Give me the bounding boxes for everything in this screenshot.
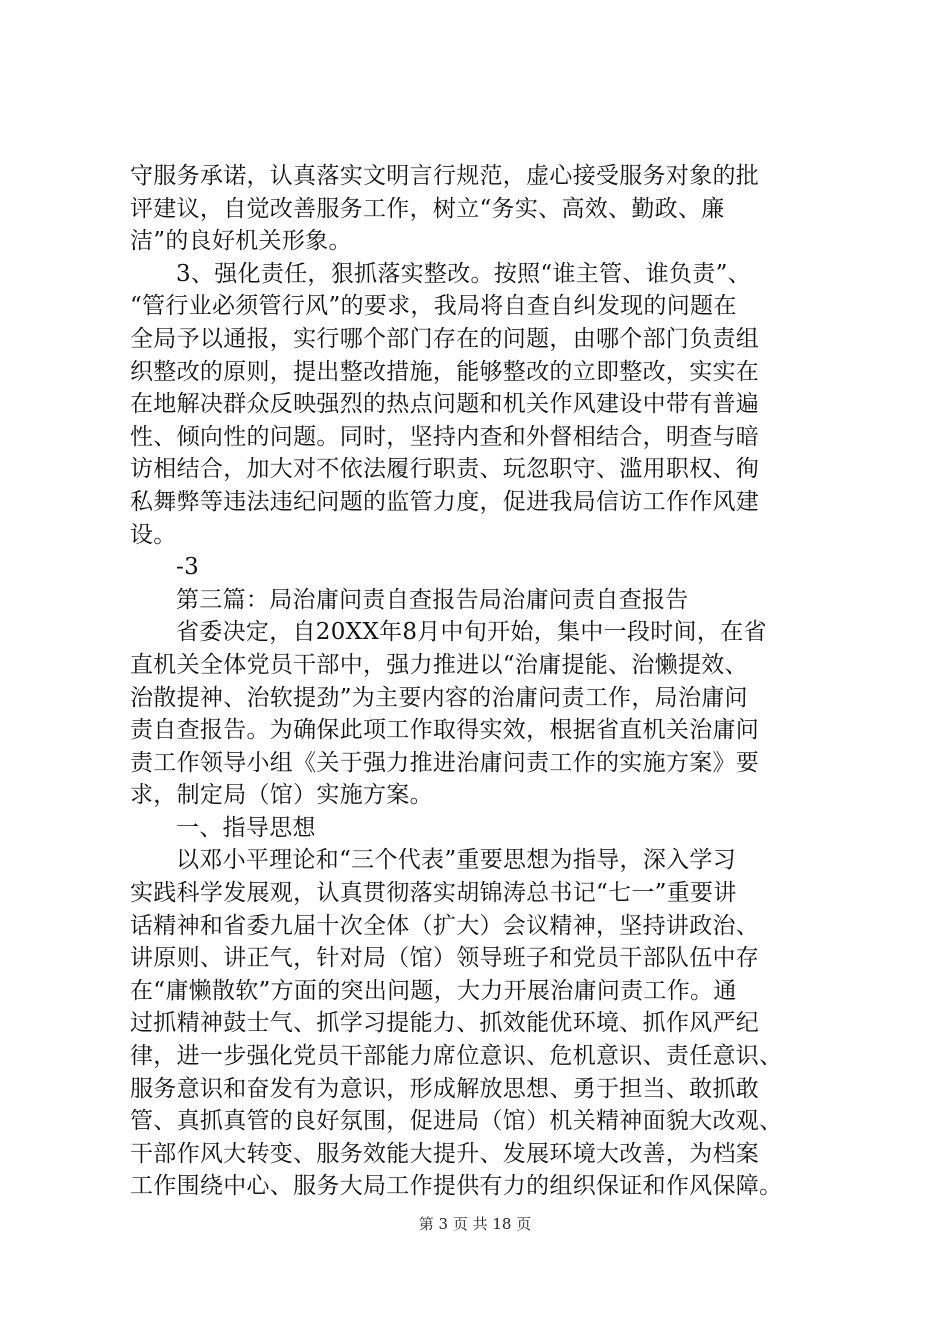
text-line: 第三篇：局治庸问责自查报告局治庸问责自查报告 — [176, 586, 689, 613]
text-line: 求，制定局（馆）实施方案。 — [130, 782, 433, 809]
text-line: 洁”的良好机关形象。 — [130, 228, 352, 255]
text-line: 性、倾向性的问题。同时，坚持内查和外督相结合，明查与暗 — [130, 423, 760, 450]
text-line: 实践科学发展观，认真贯彻落实胡锦涛总书记“七一”重要讲 — [130, 880, 737, 907]
text-line: 管、真抓真管的良好氛围，促进局（馆）机关精神面貌大改观、 — [130, 1108, 783, 1135]
text-line: 治散提神、治软提劲”为主要内容的治庸问责工作，局治庸问 — [130, 684, 748, 711]
text-line: 以邓小平理论和“三个代表”重要思想为指导，深入学习 — [176, 847, 737, 874]
text-line: 在“庸懒散软”方面的突出问题，大力开展治庸问责工作。通 — [130, 977, 737, 1004]
text-line: 话精神和省委九届十次全体（扩大）会议精神，坚持讲政治、 — [130, 912, 760, 939]
text-line: 责工作领导小组《关于强力推进治庸问责工作的实施方案》要 — [130, 749, 760, 776]
text-line: -3 — [176, 554, 200, 581]
text-line: 工作围绕中心、服务大局工作提供有力的组织保证和作风保障。 — [130, 1173, 783, 1200]
text-line: 省委决定，自20XX年8月中旬开始，集中一段时间，在省 — [176, 619, 767, 646]
text-line: 一、指导思想 — [176, 814, 316, 841]
text-line: 干部作风大转变、服务效能大提升、发展环境大改善，为档案 — [130, 1140, 760, 1167]
text-line: 织整改的原则，提出整改措施，能够整改的立即整改，实实在 — [130, 358, 760, 385]
text-line: 评建议，自觉改善服务工作，树立“务实、高效、勤政、廉 — [130, 195, 725, 222]
page-footer: 第 3 页 共 18 页 — [418, 1215, 532, 1233]
text-line: 律，进一步强化党员干部能力席位意识、危机意识、责任意识、 — [130, 1043, 783, 1070]
text-line: 服务意识和奋发有为意识，形成解放思想、勇于担当、敢抓敢 — [130, 1075, 760, 1102]
document-body — [130, 160, 830, 1203]
text-line: 守服务承诺，认真落实文明言行规范，虚心接受服务对象的批 — [130, 163, 760, 189]
text-line: 全局予以通报，实行哪个部门存在的问题，由哪个部门负责组 — [130, 325, 760, 352]
text-line: “管行业必须管行风”的要求，我局将自查自纠发现的问题在 — [130, 293, 737, 320]
text-line: 责自查报告。为确保此项工作取得实效，根据省直机关治庸问 — [130, 717, 760, 744]
text-line: 过抓精神鼓士气、抓学习提能力、抓效能优环境、抓作风严纪 — [130, 1010, 760, 1037]
text-line: 讲原则、讲正气，针对局（馆）领导班子和党员干部队伍中存 — [130, 945, 760, 972]
text-line: 3、强化责任，狠抓落实整改。按照“谁主管、谁负责”、 — [176, 260, 751, 287]
text-line: 设。 — [130, 521, 177, 548]
text-line: 访相结合，加大对不依法履行职责、玩忽职守、滥用职权、徇 — [130, 456, 760, 483]
text-line: 私舞弊等违法违纪问题的监管力度，促进我局信访工作作风建 — [130, 488, 760, 515]
text-line: 直机关全体党员干部中，强力推进以“治庸提能、治懒提效、 — [130, 651, 748, 678]
text-line: 在地解决群众反映强烈的热点问题和机关作风建设中带有普遍 — [130, 391, 760, 418]
